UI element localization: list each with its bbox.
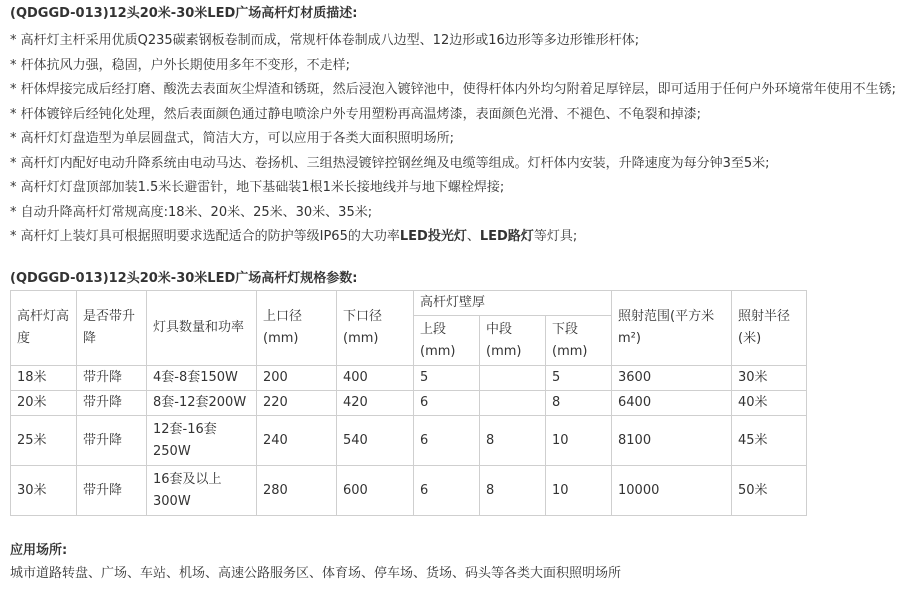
cell-wall-middle xyxy=(480,366,546,391)
header-range: 照射范围(平方米m²) xyxy=(612,291,732,366)
cell-top-diameter: 240 xyxy=(257,416,337,466)
cell-fixtures: 12套-16套250W xyxy=(147,416,257,466)
cell-height: 18米 xyxy=(11,366,77,391)
table-row xyxy=(11,391,807,416)
cell-wall-middle: 8 xyxy=(480,466,546,516)
spec-table xyxy=(10,290,807,516)
cell-fixtures: 8套-12套200W xyxy=(147,391,257,416)
list-item: * 自动升降高杆灯常规高度:18米、20米、25米、30米、35米; xyxy=(10,204,373,220)
header-top-diameter: 上口径(mm) xyxy=(257,291,337,366)
list-item: * 杆体焊接完成后经打磨、酸洗去表面灰尘焊渣和锈斑，然后浸泡入镀锌池中，使得杆体内外均匀附着足厚锌层，即可适用于任何户外环境常年使用不生锈; xyxy=(10,82,897,97)
header-fixtures: 灯具数量和功率 xyxy=(147,291,257,366)
spec-title: (QDGGD-013)12头20米-30米LED广场高杆灯规格参数: xyxy=(10,271,358,286)
cell-wall-middle xyxy=(480,391,546,416)
list-item-text: * 高杆灯上装灯具可根据照明要求选配适合的防护等级IP65的大功率 xyxy=(10,229,400,244)
cell-wall-lower: 8 xyxy=(546,391,612,416)
cell-range: 3600 xyxy=(612,366,732,391)
list-item: * 高杆灯内配好电动升降系统由电动马达、卷扬机、三组热浸镀锌控钢丝绳及电缆等组成。灯杆体内安装，升降速度为每分钟3至5米; xyxy=(10,155,770,171)
material-title: (QDGGD-013)12头20米-30米LED广场高杆灯材质描述: xyxy=(10,6,358,21)
cell-wall-lower: 10 xyxy=(546,416,612,466)
list-item-text: 等灯具; xyxy=(533,229,578,244)
cell-bottom-diameter: 420 xyxy=(337,391,414,416)
table-row xyxy=(11,416,807,466)
list-item xyxy=(10,225,920,250)
cell-bottom-diameter: 540 xyxy=(337,416,414,466)
material-list xyxy=(10,29,920,250)
cell-fixtures: 4套-8套150W xyxy=(147,366,257,391)
cell-wall-upper: 6 xyxy=(414,416,480,466)
cell-radius: 40米 xyxy=(732,391,807,416)
header-wall-upper: 上段(mm) xyxy=(414,316,480,366)
header-wall-thickness: 高杆灯壁厚 xyxy=(414,291,612,316)
cell-wall-upper: 5 xyxy=(414,366,480,391)
cell-range: 6400 xyxy=(612,391,732,416)
cell-wall-lower: 5 xyxy=(546,366,612,391)
cell-top-diameter: 280 xyxy=(257,466,337,516)
cell-radius: 45米 xyxy=(732,416,807,466)
list-item: * 杆体抗风力强，稳固，户外长期使用多年不变形，不走样; xyxy=(10,57,351,73)
list-item: * 杆体镀锌后经钝化处理，然后表面颜色通过静电喷涂户外专用塑粉再高温烤漆，表面颜色光滑、不褪色、不龟裂和掉漆; xyxy=(10,106,702,122)
table-header-row xyxy=(11,291,807,316)
header-radius: 照射半径(米) xyxy=(732,291,807,366)
cell-bottom-diameter: 400 xyxy=(337,366,414,391)
header-lift: 是否带升降 xyxy=(77,291,147,366)
list-item-separator: 、 xyxy=(466,229,480,244)
cell-range: 8100 xyxy=(612,416,732,466)
cell-wall-upper: 6 xyxy=(414,466,480,516)
cell-lift: 带升降 xyxy=(77,391,147,416)
cell-wall-lower: 10 xyxy=(546,466,612,516)
cell-bottom-diameter: 600 xyxy=(337,466,414,516)
cell-range: 10000 xyxy=(612,466,732,516)
list-item: * 高杆灯主杆采用优质Q235碳素钢板卷制而成，常规杆体卷制成八边型、12边形或16边形等多边形锥形杆体; xyxy=(10,33,640,48)
list-item: * 高杆灯灯盘造型为单层圆盘式，简洁大方，可以应用于各类大面积照明场所; xyxy=(10,131,455,146)
cell-radius: 30米 xyxy=(732,366,807,391)
cell-top-diameter: 220 xyxy=(257,391,337,416)
cell-lift: 带升降 xyxy=(77,366,147,391)
header-height: 高杆灯高度 xyxy=(11,291,77,366)
application-title: 应用场所: xyxy=(10,543,68,558)
list-item: * 高杆灯灯盘顶部加装1.5米长避雷针，地下基础装1根1米长接地线并与地下螺栓焊接; xyxy=(10,180,505,195)
cell-fixtures: 16套及以上300W xyxy=(147,466,257,516)
cell-lift: 带升降 xyxy=(77,466,147,516)
cell-height: 25米 xyxy=(11,416,77,466)
cell-height: 20米 xyxy=(11,391,77,416)
cell-wall-upper: 6 xyxy=(414,391,480,416)
cell-height: 30米 xyxy=(11,466,77,516)
cell-wall-middle: 8 xyxy=(480,416,546,466)
led-floodlight-link[interactable]: LED投光灯 xyxy=(399,229,467,244)
led-streetlight-link[interactable]: LED路灯 xyxy=(479,229,534,244)
header-bottom-diameter: 下口径(mm) xyxy=(337,291,414,366)
header-wall-lower: 下段(mm) xyxy=(546,316,612,366)
application-text: 城市道路转盘、广场、车站、机场、高速公路服务区、体育场、停车场、货场、码头等各类大面积照明场所 xyxy=(10,566,622,581)
table-row xyxy=(11,366,807,391)
header-wall-middle: 中段(mm) xyxy=(480,316,546,366)
cell-radius: 50米 xyxy=(732,466,807,516)
table-row xyxy=(11,466,807,516)
cell-lift: 带升降 xyxy=(77,416,147,466)
cell-top-diameter: 200 xyxy=(257,366,337,391)
